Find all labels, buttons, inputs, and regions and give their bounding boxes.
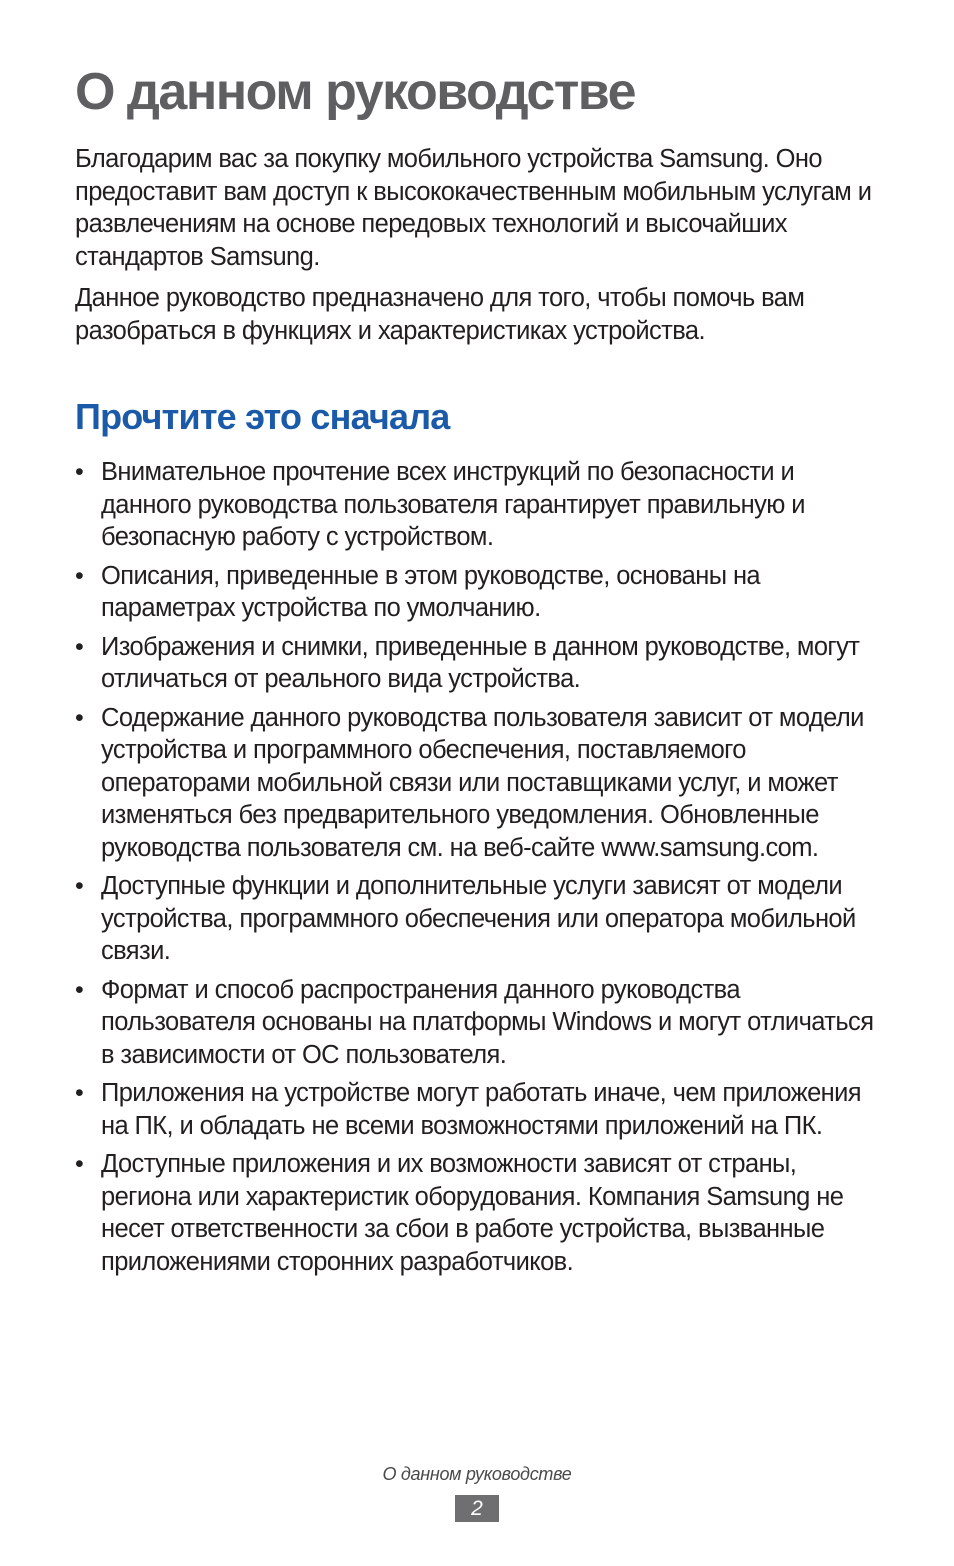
list-item [75, 456, 890, 554]
list-item-text: Приложения на устройстве могут работать иначе, чем приложения на ПК, и обладать не всеми возможностями приложений на ПК. [101, 1079, 862, 1140]
list-item-text: Описания, приведенные в этом руководстве, основаны на параметрах устройства по умолчанию. [101, 561, 761, 622]
list-item [75, 631, 890, 696]
bullet-icon: • [75, 1150, 84, 1178]
section-heading: Прочтите это сначала [75, 396, 450, 437]
list-item [75, 870, 890, 968]
list-item-text: Изображения и снимки, приведенные в данном руководстве, могут отличаться от реального вида устройства. [101, 632, 860, 693]
list-item [75, 702, 890, 865]
intro-paragraph: Данное руководство предназначено для того, чтобы помочь вам разобраться в функциях и характеристиках устройства. [75, 284, 805, 345]
bullet-icon: • [75, 872, 84, 900]
list-item [75, 560, 890, 625]
page-number-badge: 2 [455, 1495, 499, 1522]
bullet-icon: • [75, 561, 84, 590]
list-item [75, 1148, 890, 1278]
list-item-text: Доступные приложения и их возможности зависят от страны, региона или характеристик оборудования. Компания Samsung не несет ответственности за сбои в работе устройства, вызванные приложениями сторонних разработчиков. [101, 1150, 844, 1276]
bullet-icon: • [75, 703, 84, 732]
footer-section-label: О данном руководстве [382, 1464, 572, 1484]
bullet-icon: • [75, 458, 84, 486]
bullet-list [75, 456, 890, 1284]
intro-text [75, 143, 885, 356]
bullet-icon: • [75, 1079, 84, 1107]
list-item-text: Доступные функции и дополнительные услуги зависят от модели устройства, программного обеспечения или оператора мобильной связи. [101, 872, 856, 965]
list-item [75, 1077, 890, 1142]
list-item [75, 974, 890, 1072]
bullet-icon: • [75, 632, 84, 661]
page-title: О данном руководстве [75, 63, 636, 121]
list-item-text: Внимательное прочтение всех инструкций по безопасности и данного руководства пользователя гарантирует правильную и безопасную работу с устройством. [101, 458, 805, 551]
intro-paragraph: Благодарим вас за покупку мобильного устройства Samsung. Оно предоставит вам доступ к высококачественным мобильным услугам и развлечениям на основе передовых технологий и высочайших стандартов Samsung. [75, 145, 872, 271]
list-item-text: Формат и способ распространения данного руководства пользователя основаны на платформы Windows и могут отличаться в зависимости от ОС пользователя. [101, 975, 874, 1069]
list-item-text: Содержание данного руководства пользователя зависит от модели устройства и программного обеспечения, поставляемого операторами мобильной связи или поставщиками услуг, и может изменяться без предварительного уведомления. Обновленные руководства пользователя см. на веб-сайте www.samsung.com. [101, 703, 864, 862]
bullet-icon: • [75, 975, 84, 1004]
